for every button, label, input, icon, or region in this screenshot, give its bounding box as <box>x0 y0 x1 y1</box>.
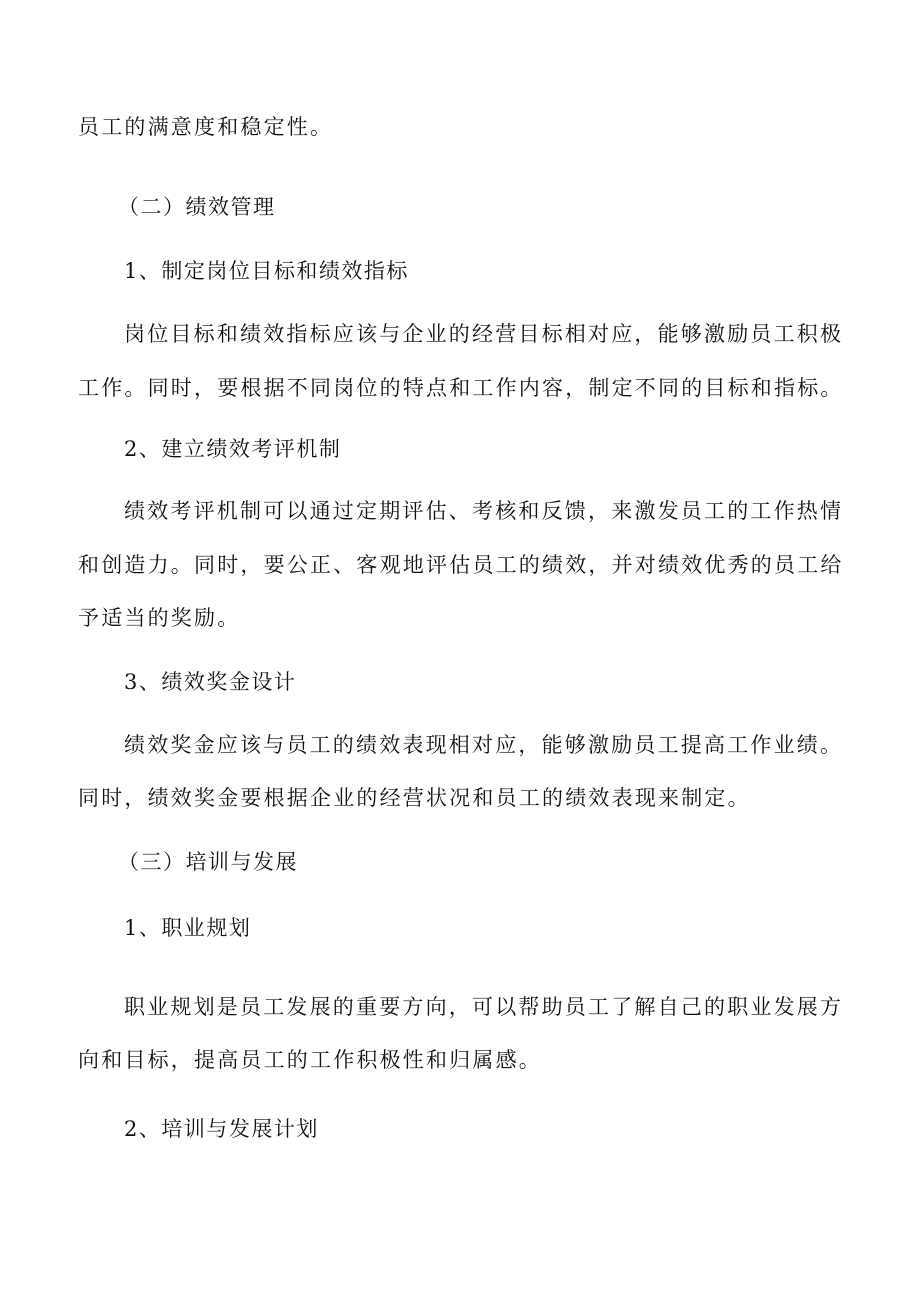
section-heading: （二）绩效管理 <box>118 195 276 219</box>
paragraph-line: 职业规划是员工发展的重要方向，可以帮助员工了解自己的职业发展方 <box>124 995 844 1019</box>
section-heading: （三）培训与发展 <box>118 850 298 874</box>
paragraph-line: 岗位目标和绩效指标应该与企业的经营目标相对应，能够激励员工积极 <box>124 322 844 346</box>
paragraph-line: 绩效考评机制可以通过定期评估、考核和反馈，来激发员工的工作热情 <box>124 499 844 523</box>
paragraph-line: 同时，绩效奖金要根据企业的经营状况和员工的绩效表现来制定。 <box>78 786 751 810</box>
item-heading: 1、职业规划 <box>124 916 252 940</box>
paragraph-line: 工作。同时，要根据不同岗位的特点和工作内容，制定不同的目标和指标。 <box>78 376 844 400</box>
paragraph-line: 向和目标，提高员工的工作积极性和归属感。 <box>78 1048 542 1072</box>
paragraph-line: 予适当的奖励。 <box>78 606 241 630</box>
paragraph-line: 绩效奖金应该与员工的绩效表现相对应，能够激励员工提高工作业绩。 <box>124 733 844 757</box>
item-heading: 2、建立绩效考评机制 <box>124 437 342 461</box>
item-heading: 1、制定岗位目标和绩效指标 <box>124 259 409 283</box>
item-heading: 2、培训与发展计划 <box>124 1117 319 1141</box>
paragraph-line: 员工的满意度和稳定性。 <box>78 115 334 139</box>
item-heading: 3、绩效奖金设计 <box>124 670 297 694</box>
paragraph-line: 和创造力。同时，要公正、客观地评估员工的绩效，并对绩效优秀的员工给 <box>78 553 844 577</box>
